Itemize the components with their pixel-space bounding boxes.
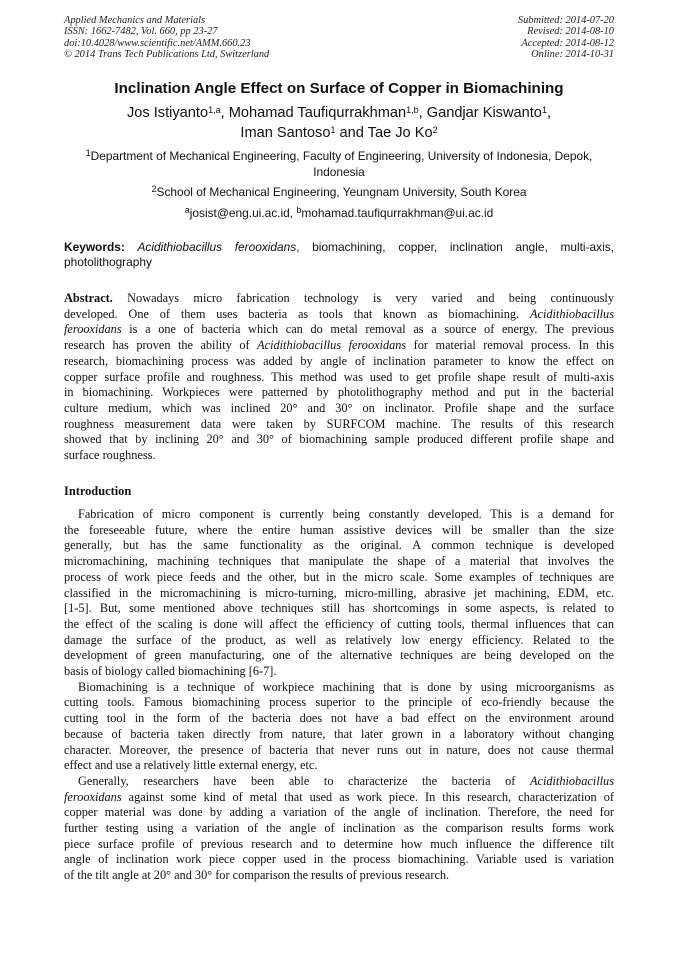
author-name: Iman Santoso [240, 125, 331, 141]
author-affil-sup: 1,a [208, 105, 221, 115]
journal-info [64, 15, 269, 61]
section-heading: Introduction [64, 484, 132, 498]
date-accepted: Accepted: 2014-08-12 [521, 37, 614, 49]
email-link[interactable]: josist@eng.ui.ac.id, [189, 206, 297, 220]
date-revised: Revised: 2014-08-10 [527, 26, 614, 38]
affiliation-1: $^1$Department of Mechanical Engineering, Faculty of Engineering, University of Indonesia, Depok, Indonesia [85, 148, 593, 179]
author-list: Jos Istiyanto$^{1,a}$, Mohamad Taufiqurrakhman$^{1,b}$, Gandjar Kiswanto$^1$, Iman Santoso$^1$ and Tae Jo Ko$^2$ [126, 105, 552, 141]
journal-name: Applied Mechanics and Materials [64, 15, 206, 26]
abstract: Abstract. Nowadays micro fabrication technology is very varied and being continuously developed. One of them uses bacteria as tools that known as biomachining. Acidithiobacillus ferooxidans is a one of bacteria which can do metal removal as a source of energy. The previous research has proven the ability of Acidithiobacillus ferooxidans for material removal process. In this research, biomachining process was added by angle of inclination parameter to know the effect on copper surface profile and roughness. This method was used to get profile shape result of multi-axis in biomachining. Workpieces were patterned by photolithography method and put in the bacterial culture medium, which was inclined 20° and 30° on inclinator. Profile shape and the surface roughness measurement data were taken by SURFCOM machine. The results of this research showed that by inclining 20° and 30° of biomachining sample produced different profile shape and surface roughness. [64, 291, 614, 463]
affiliation-2: $^2$School of Mechanical Engineering, Yeungnam University, South Korea [151, 184, 527, 199]
keywords-label: Keywords: [64, 240, 125, 254]
journal-copyright: © 2014 Trans Tech Publications Ltd, Switzerland [64, 49, 270, 61]
author-name: Jos Istiyanto [126, 105, 209, 121]
author-affil-sup: 1 [541, 105, 547, 115]
abstract-label: Abstract. [64, 291, 113, 305]
author-emails: $^a$josist@eng.ui.ac.id, $^b$mohamad.taufiqurrakhman@ui.ac.id [184, 205, 494, 220]
paper-title: Inclination Angle Effect on Surface of Copper in Biomachining [114, 80, 564, 97]
author-affil-sup: 1 [330, 125, 336, 135]
author-affil-sup: 1,b [406, 105, 419, 115]
date-online: Online: 2014-10-31 [531, 49, 614, 61]
journal-doi: doi:10.4028/www.scientific.net/AMM.660.23 [64, 37, 251, 49]
author-affil-sup: 2 [432, 125, 438, 135]
introduction-body: Fabrication of micro component is currently being constantly developed. This is a demand for the foreseeable future, where the entire human assistive devices will be smaller than the size generally, but has the same functionality as the original. A common technique is developed micromachining, machining techniques that manipulate the shape of a material that involves the process of work piece feeds and the other, but in the micro scale. Some examples of techniques are classified in the micromachining is micro-turning, micro-milling, abrasive jet machining, EDM, etc. [1-5]. But, some mentioned above techniques still has shortcomings in some aspects, is related to the effect of the scaling is done will affect the efficiency of cutting tools, thermal influences that can damage the surface of the product, as well as relatively low energy efficiency. Related to the development of green manufacturing, one of the alternative techniques are being developed on the basis of biology called biomachining [6-7]. Biomachining is a technique of workpiece machining that is done by using microorganisms as cutting tools. Famous biomachining process superior to the principle of eco-friendly because the cutting tool in the form of the bacteria does not have a bad effect on the environment around because of bacteria taken directly from nature, that later grown in a laboratory without changing character. Moreover, the presence of bacteria that never runs out in nature, does not cause thermal effect and use a relatively little external energy, etc. Generally, researchers have been able to characterize the bacteria of Acidithiobacillus ferooxidans against some kind of metal that used as work piece. In this research, characterization of copper material was done by adding a variation of the angle of inclination. Therefore, the need for further testing using a variation of the angle of inclination as the comparison results forms work piece surface profile of previous research and to determine how much influence the difference tilt angle of inclination work piece copper used in the process biomachining. Variable used is variation of the tilt angle at 20° and 30° for comparison the results of previous research. [64, 507, 614, 883]
author-name: Tae Jo Ko [367, 125, 433, 141]
author-name: Mohamad Taufiqurrakhman [228, 105, 407, 121]
email-link[interactable]: mohamad.taufiqurrakhman@ui.ac.id [301, 206, 494, 220]
dates-info [518, 15, 614, 61]
keywords: Keywords: Acidithiobacillus ferooxidans, biomachining, copper, inclination angle, multi-axis, photolithography [64, 240, 614, 269]
author-name: Gandjar Kiswanto [426, 105, 542, 121]
date-submitted: Submitted: 2014-07-20 [517, 15, 614, 26]
journal-issn: ISSN: 1662-7482, Vol. 660, pp 23-27 [64, 26, 218, 38]
